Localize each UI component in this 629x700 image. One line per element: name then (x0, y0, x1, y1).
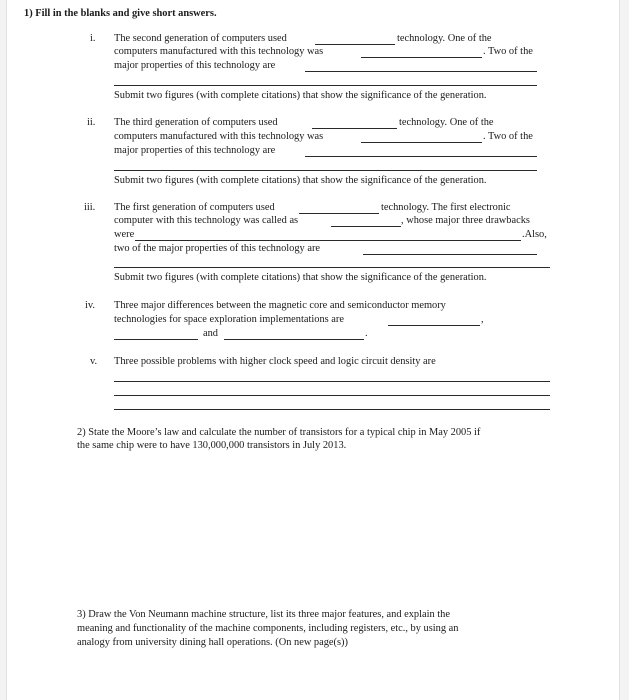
item-5-line1: Three possible problems with higher clock speed and logic circuit density are (114, 356, 436, 367)
item-2-line1-end: technology. One of the (399, 117, 494, 128)
item-2-number: ii. (87, 117, 96, 128)
item-3-line2-end: , whose major three drawbacks (401, 215, 530, 226)
item-3-line1: The first generation of computers used (114, 202, 275, 213)
item-2-note: Submit two figures (with complete citations) that show the significance of the generation. (114, 175, 487, 186)
item-1-number: i. (90, 33, 96, 44)
item-2-blank-4[interactable] (114, 170, 537, 171)
item-4-line2-end: , (481, 314, 484, 325)
item-3-blank-5[interactable] (114, 267, 550, 268)
item-5-blank-2[interactable] (114, 395, 550, 396)
item-4-blank-3[interactable] (224, 339, 364, 340)
item-3-blank-3[interactable] (135, 240, 521, 241)
item-1-line2-end: . Two of the (483, 46, 533, 57)
item-2-blank-2[interactable] (361, 142, 482, 143)
item-1-line2: computers manufactured with this technology was (114, 46, 324, 57)
item-3-line3-end: .Also, (522, 229, 547, 240)
item-4-number: iv. (85, 300, 96, 311)
item-4-blank-1[interactable] (388, 325, 480, 326)
item-5-number: v. (90, 356, 98, 367)
question-3-line2: meaning and functionality of the machine components, including registers, etc., by using an (77, 623, 459, 634)
item-3-line4: two of the major properties of this technology are (114, 243, 321, 254)
item-4-line2: technologies for space exploration implementations are (114, 314, 344, 325)
worksheet-page (6, 0, 620, 700)
item-1-note: Submit two figures (with complete citations) that show the significance of the generation. (114, 90, 487, 101)
item-2-line1: The third generation of computers used (114, 117, 278, 128)
item-5-blank-3[interactable] (114, 409, 550, 410)
item-1-line1: The second generation of computers used (114, 33, 287, 44)
item-4-blank-2[interactable] (114, 339, 198, 340)
item-2-line2-end: . Two of the (483, 131, 533, 142)
item-2-blank-1[interactable] (312, 128, 397, 129)
item-1-line1-end: technology. One of the (397, 33, 492, 44)
question-2-line2: the same chip were to have 130,000,000 transistors in July 2013. (77, 440, 347, 451)
section-heading: 1) Fill in the blanks and give short answers. (24, 8, 217, 19)
item-1-blank-3[interactable] (305, 71, 537, 72)
item-4-line1: Three major differences between the magnetic core and semiconductor memory (114, 300, 446, 311)
item-1-line3: major properties of this technology are (114, 60, 276, 71)
question-3-line3: analogy from university dining hall operations. (On new page(s)) (77, 637, 348, 648)
item-1-blank-2[interactable] (361, 57, 482, 58)
item-3-number: iii. (84, 202, 96, 213)
item-2-line2: computers manufactured with this technology was (114, 131, 324, 142)
item-3-blank-4[interactable] (363, 254, 537, 255)
item-4-line3: and (203, 328, 219, 339)
item-3-blank-1[interactable] (299, 213, 379, 214)
question-3-line1: 3) Draw the Von Neumann machine structure, list its three major features, and explain the (77, 609, 450, 620)
item-2-line3: major properties of this technology are (114, 145, 276, 156)
item-3-line2: computer with this technology was called as (114, 215, 299, 226)
item-3-note: Submit two figures (with complete citations) that show the significance of the generation. (114, 272, 487, 283)
item-5-blank-1[interactable] (114, 381, 550, 382)
item-3-line1-end: technology. The first electronic (381, 202, 511, 213)
item-3-blank-2[interactable] (331, 226, 401, 227)
question-2-line1: 2) State the Moore’s law and calculate the number of transistors for a typical chip in May 2005 if (77, 427, 481, 438)
item-3-line3: were (114, 229, 135, 240)
item-1-blank-1[interactable] (315, 44, 395, 45)
item-2-blank-3[interactable] (305, 156, 537, 157)
item-1-blank-4[interactable] (114, 85, 537, 86)
item-4-line3-end: . (365, 328, 368, 339)
